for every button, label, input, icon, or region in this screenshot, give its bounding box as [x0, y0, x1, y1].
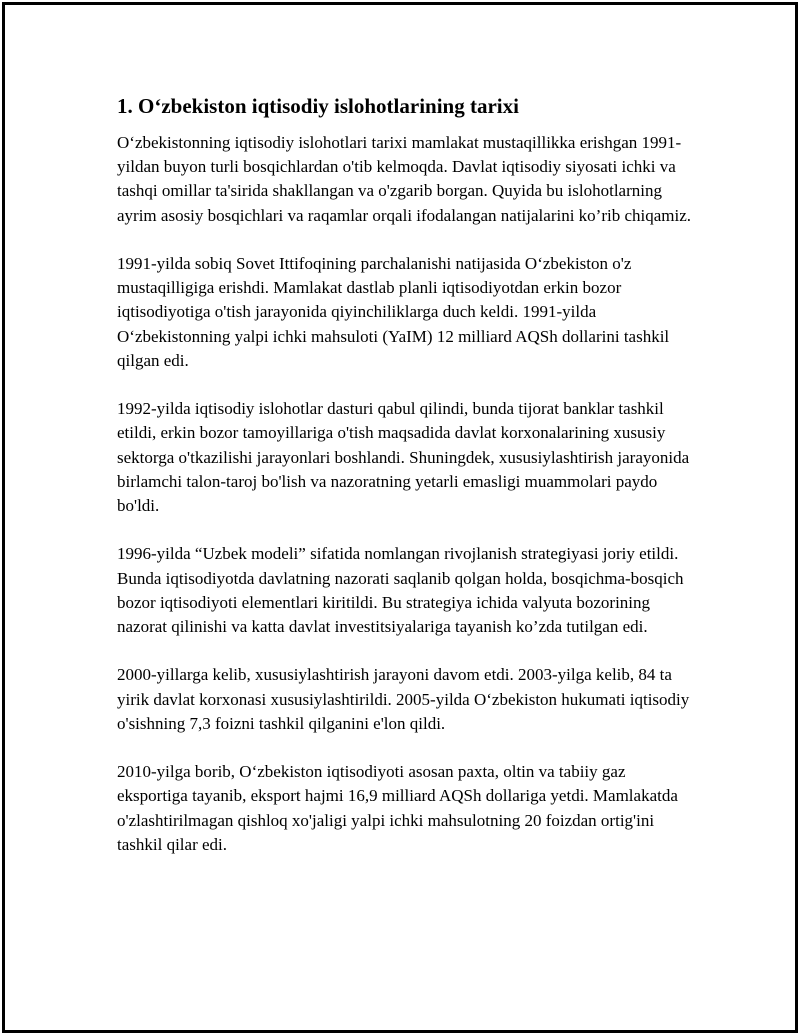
document-title: 1. O‘zbekiston iqtisodiy islohotlarining tarixi: [117, 94, 519, 118]
paragraph-2000s: 2000-yillarga kelib, xususiylashtirish jarayoni davom etdi. 2003-yilga kelib, 84 ta yirik davlat korxonasi xususiylashtirildi. 2005-yilda O‘zbekiston hukumati iqtisodiy o'sishning 7,3 foizni tashkil qilganini e'lon qildi.: [117, 665, 690, 733]
paragraph-intro: O‘zbekistonning iqtisodiy islohotlari tarixi mamlakat mustaqillikka erishgan 1991-yildan buyon turli bosqichlardan o'tib kelmoqda. Davlat iqtisodiy siyosati ichki va tashqi omillar ta'sirida shakllangan va o'zgarib borgan. Quyida bu islohotlarning ayrim asosiy bosqichlari va raqamlar orqali ifodalangan natijalarini ko’rib chiqamiz.: [117, 133, 692, 225]
paragraph-1992: 1992-yilda iqtisodiy islohotlar dasturi qabul qilindi, bunda tijorat banklar tashkil etildi, erkin bozor tamoyillariga o'tish maqsadida davlat korxonalarining xususiy sektorga o'tkazilishi jarayonlari boshlandi. Shuningdek, xususiylashtirish jarayonida birlamchi talon-taroj bo'lish va nazoratning yetarli emasligi muammolari paydo bo'ldi.: [117, 399, 690, 516]
paragraph-1991: 1991-yilda sobiq Sovet Ittifoqining parchalanishi natijasida O‘zbekiston o'z mustaqilligiga erishdi. Mamlakat dastlab planli iqtisodiyotdan erkin bozor iqtisodiyotiga o'tish jarayonida qiyinchiliklarga duch keldi. 1991-yilda O‘zbekistonning yalpi ichki mahsuloti (YaIM) 12 milliard AQSh dollarini tashkil qilgan edi.: [117, 254, 670, 370]
document-body: [117, 93, 692, 881]
paragraph-2010: 2010-yilga borib, O‘zbekiston iqtisodiyoti asosan paxta, oltin va tabiiy gaz eksportiga tayanib, eksport hajmi 16,9 milliard AQSh dollariga yetdi. Mamlakatda o'zlashtirilmagan qishloq xo'jaligi yalpi ichki mahsulotning 20 foizdan ortig'ini tashkil qilar edi.: [117, 762, 678, 854]
paragraph-1996: 1996-yilda “Uzbek modeli” sifatida nomlangan rivojlanish strategiyasi joriy etildi. Bunda iqtisodiyotda davlatning nazorati saqlanib qolgan holda, bosqichma-bosqich bozor iqtisodiyoti elementlari kiritildi. Bu strategiya ichida valyuta bozorining nazorat qilinishi va katta davlat investitsiyalariga tayanish ko’zda tutilgan edi.: [117, 544, 684, 637]
